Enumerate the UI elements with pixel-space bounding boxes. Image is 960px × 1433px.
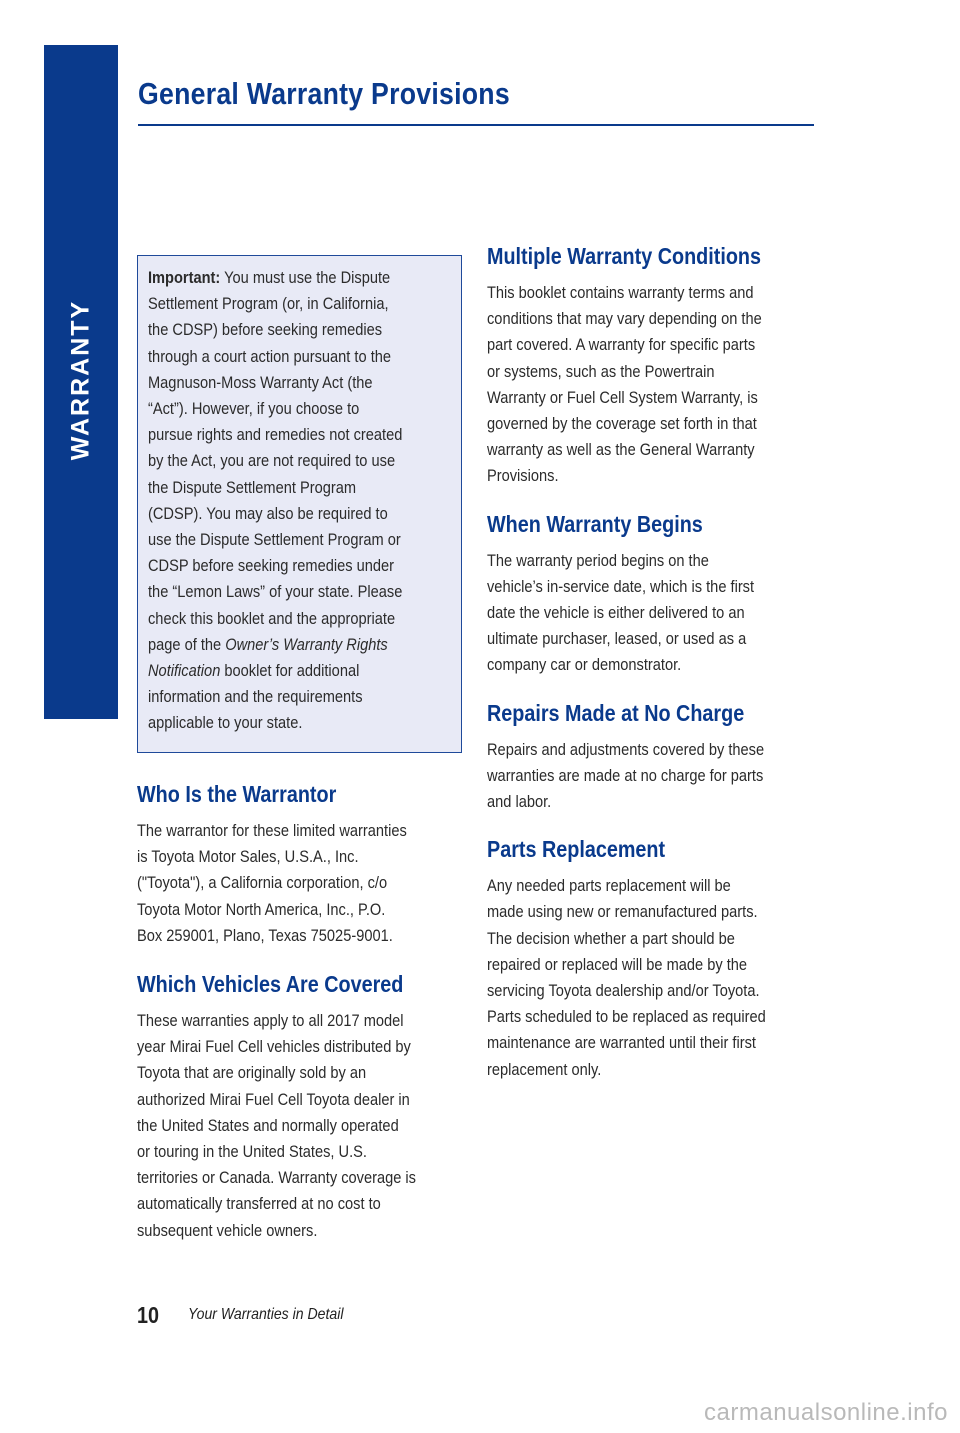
callout-line: Settlement Program (or, in California, (148, 294, 389, 314)
section-multiple-conditions (487, 242, 817, 490)
callout-line: check this booklet and the appropriate (148, 608, 396, 628)
page-number: 10 (137, 1302, 160, 1328)
callout-line: through a court action pursuant to the (148, 346, 392, 366)
section-body: Any needed parts replacement will be made using new or remanufactured parts. The decision whether a part should be repaired or replaced will be made by the servicing Toyota dealership and/or Toyota. Parts scheduled to be replaced as required maintenance are warranted until their first replacement only. (487, 876, 766, 1079)
callout-line: page of the Owner’s Warranty Rights (148, 634, 388, 654)
callout-line: by the Act, you are not required to use (148, 451, 396, 471)
callout-lead: Important: (148, 268, 221, 287)
section-body: Repairs and adjustments covered by these warranties are made at no charge for parts and labor. (487, 739, 765, 812)
booklet-title-cont: Notification (148, 661, 221, 681)
page-title: General Warranty Provisions (138, 76, 510, 111)
section-heading: When Warranty Begins (487, 510, 703, 537)
left-column (137, 255, 463, 1265)
section-body: The warranty period begins on the vehicle’s in-service date, which is the first date the vehicle is either delivered to an ultimate purchaser, leased, or used as a company car or demonstrator. (487, 550, 755, 675)
section-which-vehicles (137, 970, 463, 1244)
section-heading: Multiple Warranty Conditions (487, 243, 761, 269)
callout-line: information and the requirements (148, 687, 363, 707)
section-parts-replacement (487, 835, 817, 1083)
callout-line: Important: You must use the Dispute (148, 268, 391, 287)
section-heading: Parts Replacement (487, 836, 666, 863)
footer-running-title: Your Warranties in Detail (188, 1306, 344, 1323)
section-heading: Which Vehicles Are Covered (137, 971, 404, 998)
right-column (487, 242, 817, 1103)
callout-line: the Dispute Settlement Program (148, 477, 357, 497)
section-body: The warrantor for these limited warranties is Toyota Motor Sales, U.S.A., Inc. ("Toyota"), a California corporation, c/o Toyota Motor North America, Inc., P.O. Box 259001, Plano, Texas 75025-9001. (137, 821, 407, 945)
section-who-is-warrantor (137, 780, 463, 949)
callout-line: “Act”). However, if you choose to (148, 399, 360, 419)
callout-line: applicable to your state. (148, 713, 303, 733)
callout-line: Magnuson-Moss Warranty Act (the (148, 372, 373, 392)
section-repairs-no-charge (487, 699, 817, 816)
watermark: carmanualsonline.info (704, 1399, 948, 1426)
callout-line: the CDSP) before seeking remedies (148, 320, 383, 340)
section-heading: Repairs Made at No Charge (487, 699, 745, 726)
title-divider (138, 124, 814, 126)
callout-line: Notification booklet for additional (148, 661, 360, 681)
callout-line: (CDSP). You may also be required to (148, 503, 388, 523)
section-when-begins (487, 510, 817, 679)
important-callout (137, 255, 462, 753)
callout-line: CDSP before seeking remedies under (148, 556, 394, 576)
side-tab-label: WARRANTY (66, 299, 95, 461)
callout-line: use the Dispute Settlement Program or (148, 530, 401, 550)
section-body: This booklet contains warranty terms and conditions that may vary depending on the part covered. A warranty for specific parts or systems, such as the Powertrain Warranty or Fuel Cell System Warranty, is governed by the coverage set forth in that warranty as well as the General Warranty Provisions. (487, 283, 762, 486)
section-heading: Who Is the Warrantor (137, 781, 337, 807)
booklet-title: Owner’s Warranty Rights (225, 634, 388, 654)
callout-line: pursue rights and remedies not created (148, 425, 403, 445)
section-body: These warranties apply to all 2017 model year Mirai Fuel Cell vehicles distributed by Toyota that are originally sold by an authorized Mirai Fuel Cell Toyota dealer in the United States and normally operated or touring in the United States, U.S. territories or Canada. Warranty coverage is automatically transferred at no cost to subsequent vehicle owners. (137, 1011, 416, 1240)
callout-line: the “Lemon Laws” of your state. Please (148, 582, 403, 602)
